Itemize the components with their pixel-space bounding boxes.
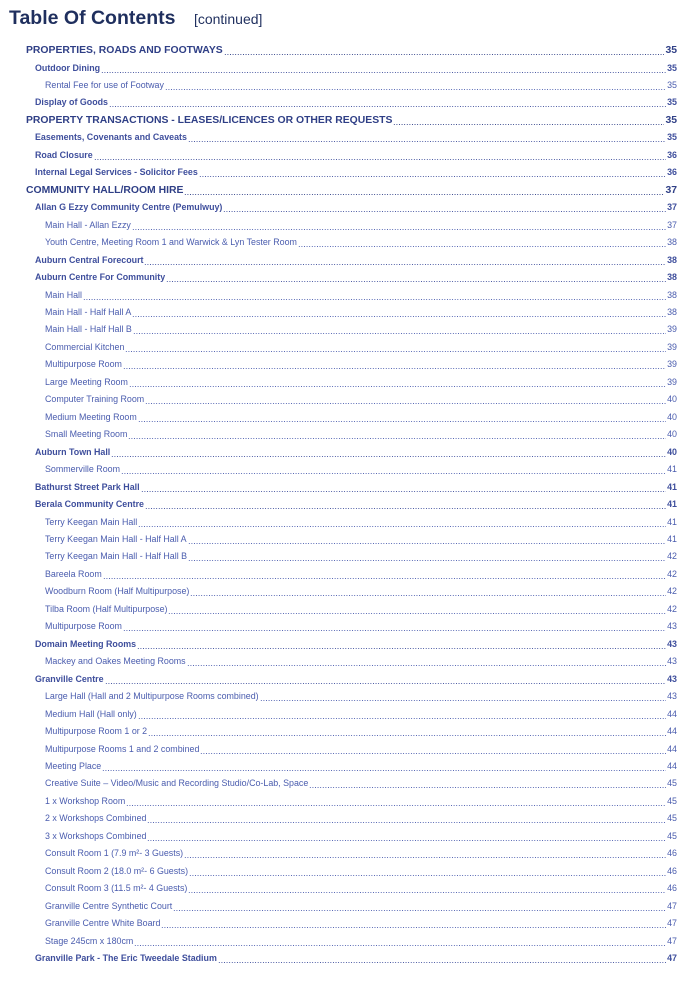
- dot-leader: [218, 954, 666, 964]
- dot-leader: [190, 587, 666, 597]
- toc-entry-page-number: 41: [667, 516, 677, 527]
- toc-entry-page-number: 37: [665, 184, 677, 196]
- toc-entry-page-number: 38: [667, 254, 677, 265]
- toc-entry-page-number: 42: [667, 551, 677, 562]
- toc-entry-level-3[interactable]: [45, 393, 677, 406]
- toc-entry-page-number: 45: [667, 813, 677, 824]
- dot-leader: [298, 238, 666, 248]
- dot-leader: [187, 657, 667, 667]
- toc-entry-level-3[interactable]: [45, 917, 677, 930]
- toc-entry-label: Terry Keegan Main Hall - Half Hall A: [45, 533, 187, 544]
- dot-leader: [145, 395, 666, 405]
- toc-entry-level-3[interactable]: [45, 533, 677, 546]
- toc-entry-page-number: 35: [667, 79, 677, 90]
- page-subtitle: [continued]: [193, 11, 263, 27]
- toc-entry-page-number: 45: [667, 778, 677, 789]
- toc-entry-label: Medium Meeting Room: [45, 411, 137, 422]
- toc-entry-level-2[interactable]: [35, 481, 677, 494]
- toc-entry-page-number: 41: [667, 481, 677, 492]
- toc-entry-page-number: 44: [667, 726, 677, 736]
- toc-entry-page-number: 36: [667, 149, 677, 160]
- toc-entry-page-number: 45: [667, 830, 677, 841]
- dot-leader: [188, 552, 666, 562]
- toc-entry-page-number: 46: [667, 865, 677, 876]
- toc-entry-level-3[interactable]: [45, 463, 677, 476]
- toc-entry-label: Main Hall - Allan Ezzy: [45, 219, 131, 230]
- dot-leader: [188, 535, 667, 545]
- toc-entry-page-number: 42: [667, 586, 677, 597]
- toc-entry-label: Multipurpose Room: [45, 621, 122, 632]
- toc-entry-label: 2 x Workshops Combined: [45, 813, 147, 824]
- toc-entry-level-2[interactable]: [35, 254, 677, 267]
- dot-leader: [132, 308, 666, 318]
- toc-entry-page-number: 44: [667, 760, 677, 771]
- toc-entry-label: Granville Centre White Board: [45, 918, 161, 929]
- toc-entry-label: Outdoor Dining: [35, 62, 101, 73]
- toc-entry-level-2[interactable]: [35, 62, 677, 75]
- toc-entry-level-3[interactable]: [45, 620, 677, 633]
- toc-entry-level-3[interactable]: [45, 935, 677, 948]
- toc-entry-label: Consult Room 3 (11.5 m²- 4 Guests): [45, 883, 188, 894]
- toc-entry-label: 1 x Workshop Room: [45, 795, 126, 806]
- toc-entry-page-number: 35: [667, 62, 677, 73]
- toc-entry-label: COMMUNITY HALL/ROOM HIRE: [26, 184, 184, 196]
- toc-entry-level-3[interactable]: [45, 79, 677, 92]
- toc-entry-label: PROPERTY TRANSACTIONS - LEASES/LICENCES OR OTHER REQUESTS: [26, 114, 393, 126]
- toc-entry-label: Main Hall - Half Hall A: [45, 306, 132, 317]
- toc-entry-label: Large Meeting Room: [45, 376, 128, 387]
- toc-entry-page-number: 43: [667, 673, 677, 684]
- toc-entry-page-number: 41: [667, 533, 677, 544]
- toc-entry-label: Sommerville Room: [45, 464, 120, 475]
- toc-entry-level-3[interactable]: [45, 760, 677, 773]
- toc-entry-level-3[interactable]: [45, 900, 677, 913]
- toc-entry-label: Domain Meeting Rooms: [35, 638, 137, 649]
- toc-entry-page-number: 39: [667, 341, 677, 352]
- toc-entry-level-3[interactable]: [45, 219, 677, 232]
- toc-entry-page-number: 36: [667, 167, 677, 178]
- dot-leader: [200, 745, 666, 755]
- toc-entry-page-number: 39: [667, 324, 677, 335]
- dot-leader: [125, 343, 666, 353]
- toc-entry-page-number: 43: [667, 656, 677, 667]
- toc-entry-level-3[interactable]: [45, 428, 677, 441]
- dot-leader: [109, 98, 666, 108]
- toc-entry-label: Woodburn Room (Half Multipurpose): [45, 586, 190, 597]
- toc-entry-label: Main Hall: [45, 289, 82, 300]
- toc-entry-level-2[interactable]: [35, 271, 677, 284]
- toc-entry-page-number: 44: [667, 708, 677, 719]
- dot-leader: [83, 291, 666, 301]
- toc-entry-label: Multipurpose Room: [45, 359, 122, 370]
- toc-entry-page-number: 46: [667, 883, 677, 894]
- toc-entry-level-1[interactable]: [26, 114, 677, 127]
- dot-leader: [105, 675, 667, 685]
- toc-entry-page-number: 47: [667, 918, 677, 929]
- toc-entry-level-3[interactable]: [45, 690, 677, 703]
- toc-entry-page-number: 35: [667, 132, 677, 143]
- dot-leader: [188, 133, 666, 143]
- dot-leader: [147, 832, 666, 842]
- dot-leader: [138, 518, 666, 528]
- toc-entry-level-3[interactable]: [45, 708, 677, 721]
- toc-entry-label: Tilba Room (Half Multipurpose): [45, 603, 168, 614]
- dot-leader: [141, 483, 667, 493]
- dot-leader: [199, 168, 666, 178]
- toc-entry-level-3[interactable]: [45, 411, 677, 424]
- toc-entry-level-1[interactable]: [26, 44, 677, 57]
- toc-entry-label: Granville Park - The Eric Tweedale Stadium: [35, 953, 217, 963]
- toc-entry-label: Mackey and Oakes Meeting Rooms: [45, 656, 186, 667]
- toc-entry-page-number: 40: [667, 446, 677, 457]
- toc-entry-level-2[interactable]: [35, 131, 677, 144]
- toc-entry-level-2[interactable]: [35, 201, 677, 214]
- toc-entry-level-3[interactable]: [45, 777, 677, 790]
- dot-leader: [393, 116, 664, 126]
- toc-entry-level-3[interactable]: [45, 725, 677, 738]
- toc-entry-page-number: 39: [667, 376, 677, 387]
- toc-entry-page-number: 43: [667, 621, 677, 632]
- toc-entry-label: Creative Suite – Video/Music and Recording Studio/Co-Lab, Space: [45, 778, 309, 789]
- toc-entry-page-number: 42: [667, 603, 677, 614]
- toc-entry-level-3[interactable]: [45, 603, 677, 616]
- toc-entry-label: Berala Community Centre: [35, 499, 144, 509]
- page-title: Table Of Contents: [9, 7, 176, 29]
- toc-entry-label: Allan G Ezzy Community Centre (Pemulwuy): [35, 202, 223, 213]
- toc-entry-level-3[interactable]: [45, 289, 677, 302]
- toc-entry-label: Granville Centre Synthetic Court: [45, 900, 173, 911]
- dot-leader: [161, 919, 666, 929]
- dot-leader: [126, 797, 666, 807]
- toc-entry-label: Auburn Central Forecourt: [35, 254, 144, 265]
- toc-entry-level-3[interactable]: [45, 847, 677, 860]
- toc-entry-label: Multipurpose Room 1 or 2: [45, 726, 148, 736]
- dot-leader: [123, 360, 666, 370]
- toc-entry-label: 3 x Workshops Combined: [45, 830, 147, 841]
- toc-entry-label: Bathurst Street Park Hall: [35, 481, 140, 492]
- toc-entry-level-3[interactable]: [45, 655, 677, 668]
- dot-leader: [166, 273, 666, 283]
- dot-leader: [111, 448, 666, 458]
- toc-entry-level-3[interactable]: [45, 306, 677, 319]
- toc-entry-label: Display of Goods: [35, 97, 108, 108]
- dot-leader: [184, 186, 664, 196]
- toc-entry-level-3[interactable]: [45, 358, 677, 371]
- toc-entry-page-number: 41: [667, 464, 677, 475]
- dot-leader: [224, 46, 665, 56]
- toc-entry-page-number: 45: [667, 795, 677, 806]
- toc-entry-level-3[interactable]: [45, 323, 677, 336]
- dot-leader: [137, 640, 666, 650]
- toc-entry-level-3[interactable]: [45, 568, 677, 581]
- toc-entry-page-number: 38: [667, 272, 677, 282]
- toc-entry-label: Auburn Centre For Community: [35, 272, 166, 282]
- dot-leader: [184, 849, 666, 859]
- toc-entry-label: Medium Hall (Hall only): [45, 708, 137, 719]
- toc-entry-page-number: 47: [667, 935, 677, 946]
- dot-leader: [260, 692, 667, 702]
- toc-entry-label: Main Hall - Half Hall B: [45, 324, 132, 335]
- toc-entry-page-number: 37: [667, 202, 677, 213]
- toc-entry-page-number: 35: [665, 45, 677, 56]
- toc-entry-level-3[interactable]: [45, 812, 677, 825]
- toc-entry-label: Multipurpose Rooms 1 and 2 combined: [45, 743, 200, 754]
- toc-entry-label: Large Hall (Hall and 2 Multipurpose Rooms combined): [45, 691, 259, 702]
- toc-entry-label: Bareela Room: [45, 568, 102, 579]
- toc-entry-page-number: 40: [667, 394, 677, 405]
- toc-entry-level-2[interactable]: [35, 952, 677, 965]
- toc-entry-label: Internal Legal Services - Solicitor Fees: [35, 167, 198, 178]
- toc-entry-level-2[interactable]: [35, 166, 677, 179]
- toc-entry-label: Rental Fee for use of Footway: [45, 79, 164, 90]
- toc-entry-label: PROPERTIES, ROADS AND FOOTWAYS: [26, 45, 223, 56]
- toc-entry-level-3[interactable]: [45, 236, 677, 249]
- toc-entry-label: Youth Centre, Meeting Room 1 and Warwick & Lyn Tester Room: [45, 237, 297, 248]
- dot-leader: [165, 81, 666, 91]
- toc-entry-page-number: 41: [667, 499, 677, 509]
- toc-entry-label: Consult Room 2 (18.0 m²- 6 Guests): [45, 865, 189, 876]
- dot-leader: [129, 378, 666, 388]
- dot-leader: [223, 203, 666, 213]
- toc-entry-label: Consult Room 1 (7.9 m²- 3 Guests): [45, 848, 184, 859]
- toc-entry-page-number: 40: [667, 429, 677, 440]
- toc-entry-level-2[interactable]: [35, 446, 677, 459]
- toc-entry-label: Commercial Kitchen: [45, 341, 125, 352]
- toc-entry-label: Computer Training Room: [45, 394, 145, 405]
- dot-leader: [189, 867, 666, 877]
- title-row: [9, 7, 262, 30]
- toc-entry-level-2[interactable]: [35, 149, 677, 162]
- toc-entry-page-number: 38: [667, 237, 677, 248]
- toc-entry-level-2[interactable]: [35, 96, 677, 109]
- dot-leader: [101, 64, 666, 74]
- dot-leader: [188, 884, 666, 894]
- dot-leader: [132, 221, 666, 231]
- toc-entry-label: Stage 245cm x 180cm: [45, 935, 134, 946]
- toc-entry-page-number: 35: [665, 114, 677, 126]
- toc-entry-level-2[interactable]: [35, 673, 677, 686]
- dot-leader: [138, 413, 666, 423]
- toc-entry-label: Small Meeting Room: [45, 429, 128, 440]
- toc-entry-page-number: 35: [667, 97, 677, 108]
- toc-entry-label: Auburn Town Hall: [35, 446, 111, 457]
- toc-entry-page-number: 39: [667, 359, 677, 370]
- dot-leader: [128, 430, 666, 440]
- dot-leader: [147, 814, 666, 824]
- dot-leader: [173, 902, 666, 912]
- toc-entry-level-3[interactable]: [45, 376, 677, 389]
- dot-leader: [148, 727, 666, 737]
- toc-entry-page-number: 46: [667, 848, 677, 859]
- toc-entry-page-number: 47: [667, 953, 677, 963]
- toc-entry-level-3[interactable]: [45, 865, 677, 878]
- toc-entry-page-number: 42: [667, 568, 677, 579]
- toc-entry-label: Granville Centre: [35, 673, 104, 684]
- toc-entry-label: Terry Keegan Main Hall - Half Hall B: [45, 551, 188, 562]
- toc-entry-level-2[interactable]: [35, 498, 677, 511]
- toc-entry-page-number: 44: [667, 743, 677, 754]
- toc-entry-level-3[interactable]: [45, 795, 677, 808]
- toc-entry-level-3[interactable]: [45, 550, 677, 563]
- dot-leader: [103, 570, 666, 580]
- toc-entry-level-3[interactable]: [45, 882, 677, 895]
- dot-leader: [134, 937, 666, 947]
- toc-entry-label: Easements, Covenants and Caveats: [35, 132, 187, 143]
- toc-entry-level-3[interactable]: [45, 516, 677, 529]
- dot-leader: [133, 325, 666, 335]
- dot-leader: [102, 762, 666, 772]
- dot-leader: [309, 779, 666, 789]
- toc-entry-level-3[interactable]: [45, 743, 677, 756]
- dot-leader: [94, 151, 666, 161]
- toc-entry-page-number: 38: [667, 306, 677, 317]
- toc-entry-level-3[interactable]: [45, 830, 677, 843]
- toc-entry-label: Terry Keegan Main Hall: [45, 516, 138, 527]
- toc-entry-level-3[interactable]: [45, 585, 677, 598]
- toc-entry-level-3[interactable]: [45, 341, 677, 354]
- toc-entry-page-number: 37: [667, 219, 677, 230]
- dot-leader: [121, 465, 666, 475]
- toc-entry-page-number: 40: [667, 411, 677, 422]
- toc-entry-page-number: 38: [667, 289, 677, 300]
- dot-leader: [168, 605, 666, 615]
- toc-entry-page-number: 47: [667, 900, 677, 911]
- toc-entry-page-number: 43: [667, 691, 677, 702]
- toc-entry-label: Meeting Place: [45, 760, 102, 771]
- dot-leader: [144, 256, 666, 266]
- dot-leader: [138, 710, 666, 720]
- dot-leader: [145, 500, 666, 510]
- toc-entry-level-1[interactable]: [26, 184, 677, 197]
- toc-entry-label: Road Closure: [35, 149, 93, 160]
- toc-entry-page-number: 43: [667, 638, 677, 649]
- dot-leader: [123, 622, 666, 632]
- toc-entry-level-2[interactable]: [35, 638, 677, 651]
